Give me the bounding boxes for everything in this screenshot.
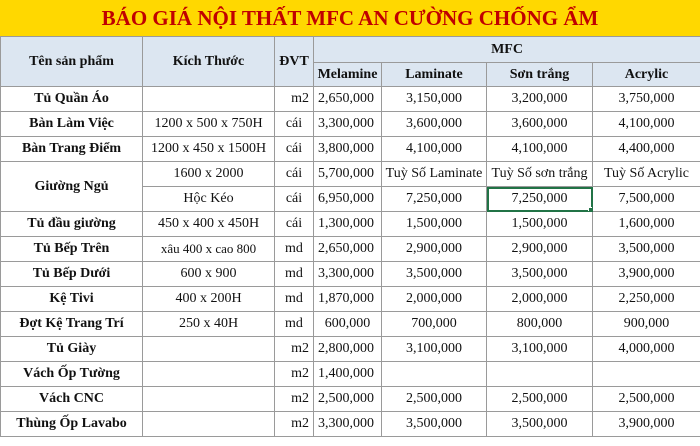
cell-size[interactable]: 450 x 400 x 450H — [143, 212, 275, 237]
cell-laminate[interactable]: 1,500,000 — [382, 212, 487, 237]
cell-son-trang-selected[interactable]: 7,250,000 — [487, 187, 593, 212]
cell-laminate[interactable]: 3,500,000 — [382, 262, 487, 287]
cell-size[interactable] — [143, 387, 275, 412]
cell-size[interactable]: 600 x 900 — [143, 262, 275, 287]
header-laminate[interactable]: Laminate — [382, 63, 487, 87]
cell-acrylic[interactable]: 7,500,000 — [593, 187, 700, 212]
cell-product[interactable]: Vách Ốp Tường — [1, 362, 143, 387]
cell-laminate[interactable]: Tuỳ Số Laminate — [382, 162, 487, 187]
cell-melamine[interactable]: 2,500,000 — [314, 387, 382, 412]
cell-product[interactable]: Tủ Quần Áo — [1, 87, 143, 112]
cell-unit[interactable]: cái — [275, 212, 314, 237]
table-row — [1, 87, 700, 112]
cell-laminate[interactable]: 3,500,000 — [382, 412, 487, 437]
cell-unit[interactable]: md — [275, 312, 314, 337]
table-row — [1, 362, 700, 387]
cell-size[interactable]: 1200 x 500 x 750H — [143, 112, 275, 137]
cell-unit[interactable]: cái — [275, 162, 314, 187]
cell-size[interactable] — [143, 362, 275, 387]
table-row — [1, 287, 700, 312]
price-table — [0, 36, 700, 437]
cell-acrylic[interactable]: 3,750,000 — [593, 87, 700, 112]
table-row — [1, 137, 700, 162]
cell-son-trang[interactable]: 4,100,000 — [487, 137, 593, 162]
cell-product[interactable]: Tủ Bếp Dưới — [1, 262, 143, 287]
cell-son-trang[interactable]: Tuỳ Số sơn trắng — [487, 162, 593, 187]
cell-melamine[interactable]: 1,400,000 — [314, 362, 382, 387]
cell-acrylic[interactable]: 3,500,000 — [593, 237, 700, 262]
cell-melamine[interactable]: 6,950,000 — [314, 187, 382, 212]
cell-unit[interactable]: md — [275, 262, 314, 287]
table-row — [1, 312, 700, 337]
table-row — [1, 262, 700, 287]
cell-product[interactable]: Đợt Kệ Trang Trí — [1, 312, 143, 337]
table-row — [1, 237, 700, 262]
cell-melamine[interactable]: 600,000 — [314, 312, 382, 337]
cell-product[interactable]: Kệ Tivi — [1, 287, 143, 312]
table-row — [1, 162, 700, 187]
cell-laminate[interactable]: 2,500,000 — [382, 387, 487, 412]
cell-unit[interactable]: md — [275, 287, 314, 312]
cell-acrylic[interactable]: 1,600,000 — [593, 212, 700, 237]
cell-laminate[interactable]: 3,150,000 — [382, 87, 487, 112]
cell-son-trang[interactable]: 3,500,000 — [487, 262, 593, 287]
cell-unit[interactable]: m2 — [275, 412, 314, 437]
page-title: BÁO GIÁ NỘI THẤT MFC AN CƯỜNG CHỐNG ẨM — [0, 0, 700, 37]
header-acrylic[interactable]: Acrylic — [593, 63, 700, 87]
header-son-trang[interactable]: Sơn trắng — [487, 63, 593, 87]
cell-melamine[interactable]: 1,870,000 — [314, 287, 382, 312]
cell-product[interactable]: Bàn Trang Điểm — [1, 137, 143, 162]
cell-product[interactable]: Tủ Giày — [1, 337, 143, 362]
cell-acrylic[interactable]: 4,400,000 — [593, 137, 700, 162]
header-unit[interactable]: ĐVT — [275, 37, 314, 87]
cell-acrylic[interactable]: 3,900,000 — [593, 262, 700, 287]
cell-size[interactable]: 1200 x 450 x 1500H — [143, 137, 275, 162]
cell-size[interactable] — [143, 87, 275, 112]
cell-unit[interactable]: md — [275, 237, 314, 262]
cell-son-trang[interactable] — [487, 362, 593, 387]
cell-son-trang[interactable]: 1,500,000 — [487, 212, 593, 237]
cell-size[interactable] — [143, 412, 275, 437]
cell-size[interactable] — [143, 337, 275, 362]
cell-size[interactable]: 250 x 40H — [143, 312, 275, 337]
cell-product[interactable]: Tủ đầu giường — [1, 212, 143, 237]
cell-laminate[interactable]: 2,900,000 — [382, 237, 487, 262]
cell-son-trang[interactable]: 3,600,000 — [487, 112, 593, 137]
cell-product[interactable]: Bàn Làm Việc — [1, 112, 143, 137]
cell-acrylic[interactable]: 900,000 — [593, 312, 700, 337]
header-melamine[interactable]: Melamine — [314, 63, 382, 87]
table-row — [1, 212, 700, 237]
cell-acrylic[interactable]: 2,500,000 — [593, 387, 700, 412]
cell-laminate[interactable] — [382, 362, 487, 387]
cell-melamine[interactable]: 5,700,000 — [314, 162, 382, 187]
header-group-mfc[interactable]: MFC — [314, 37, 700, 63]
cell-melamine[interactable]: 3,300,000 — [314, 412, 382, 437]
cell-melamine[interactable]: 3,300,000 — [314, 262, 382, 287]
cell-son-trang[interactable]: 800,000 — [487, 312, 593, 337]
cell-product[interactable]: Vách CNC — [1, 387, 143, 412]
cell-size[interactable]: xâu 400 x cao 800 — [143, 237, 275, 262]
cell-unit[interactable]: cái — [275, 112, 314, 137]
cell-unit[interactable]: cái — [275, 137, 314, 162]
cell-melamine[interactable]: 2,650,000 — [314, 237, 382, 262]
cell-melamine[interactable]: 2,650,000 — [314, 87, 382, 112]
cell-product[interactable]: Giường Ngủ — [1, 162, 143, 212]
table-row — [1, 412, 700, 437]
cell-laminate[interactable]: 4,100,000 — [382, 137, 487, 162]
cell-acrylic[interactable]: 4,100,000 — [593, 112, 700, 137]
cell-acrylic[interactable]: 2,250,000 — [593, 287, 700, 312]
cell-size[interactable]: 400 x 200H — [143, 287, 275, 312]
cell-son-trang[interactable]: 2,000,000 — [487, 287, 593, 312]
cell-laminate[interactable]: 3,600,000 — [382, 112, 487, 137]
cell-product[interactable]: Tủ Bếp Trên — [1, 237, 143, 262]
cell-son-trang[interactable]: 3,500,000 — [487, 412, 593, 437]
cell-unit[interactable]: m2 — [275, 362, 314, 387]
cell-son-trang[interactable]: 3,200,000 — [487, 87, 593, 112]
cell-laminate[interactable]: 7,250,000 — [382, 187, 487, 212]
cell-acrylic[interactable]: 4,000,000 — [593, 337, 700, 362]
cell-unit[interactable]: m2 — [275, 337, 314, 362]
cell-laminate[interactable]: 3,100,000 — [382, 337, 487, 362]
table-row — [1, 337, 700, 362]
cell-laminate[interactable]: 2,000,000 — [382, 287, 487, 312]
cell-laminate[interactable]: 700,000 — [382, 312, 487, 337]
cell-melamine[interactable]: 1,300,000 — [314, 212, 382, 237]
cell-unit[interactable]: m2 — [275, 387, 314, 412]
cell-unit[interactable]: m2 — [275, 87, 314, 112]
header-product[interactable]: Tên sản phẩm — [1, 37, 143, 87]
cell-acrylic[interactable] — [593, 362, 700, 387]
table-row — [1, 387, 700, 412]
cell-melamine[interactable]: 3,300,000 — [314, 112, 382, 137]
cell-unit[interactable]: cái — [275, 187, 314, 212]
cell-melamine[interactable]: 3,800,000 — [314, 137, 382, 162]
table-row — [1, 112, 700, 137]
cell-size[interactable]: 1600 x 2000 — [143, 162, 275, 187]
cell-son-trang[interactable]: 3,100,000 — [487, 337, 593, 362]
cell-acrylic[interactable]: 3,900,000 — [593, 412, 700, 437]
cell-acrylic[interactable]: Tuỳ Số Acrylic — [593, 162, 700, 187]
cell-son-trang[interactable]: 2,500,000 — [487, 387, 593, 412]
cell-size[interactable]: Hộc Kéo — [143, 187, 275, 212]
header-size[interactable]: Kích Thước — [143, 37, 275, 87]
cell-son-trang[interactable]: 2,900,000 — [487, 237, 593, 262]
cell-product[interactable]: Thùng Ốp Lavabo — [1, 412, 143, 437]
cell-melamine[interactable]: 2,800,000 — [314, 337, 382, 362]
